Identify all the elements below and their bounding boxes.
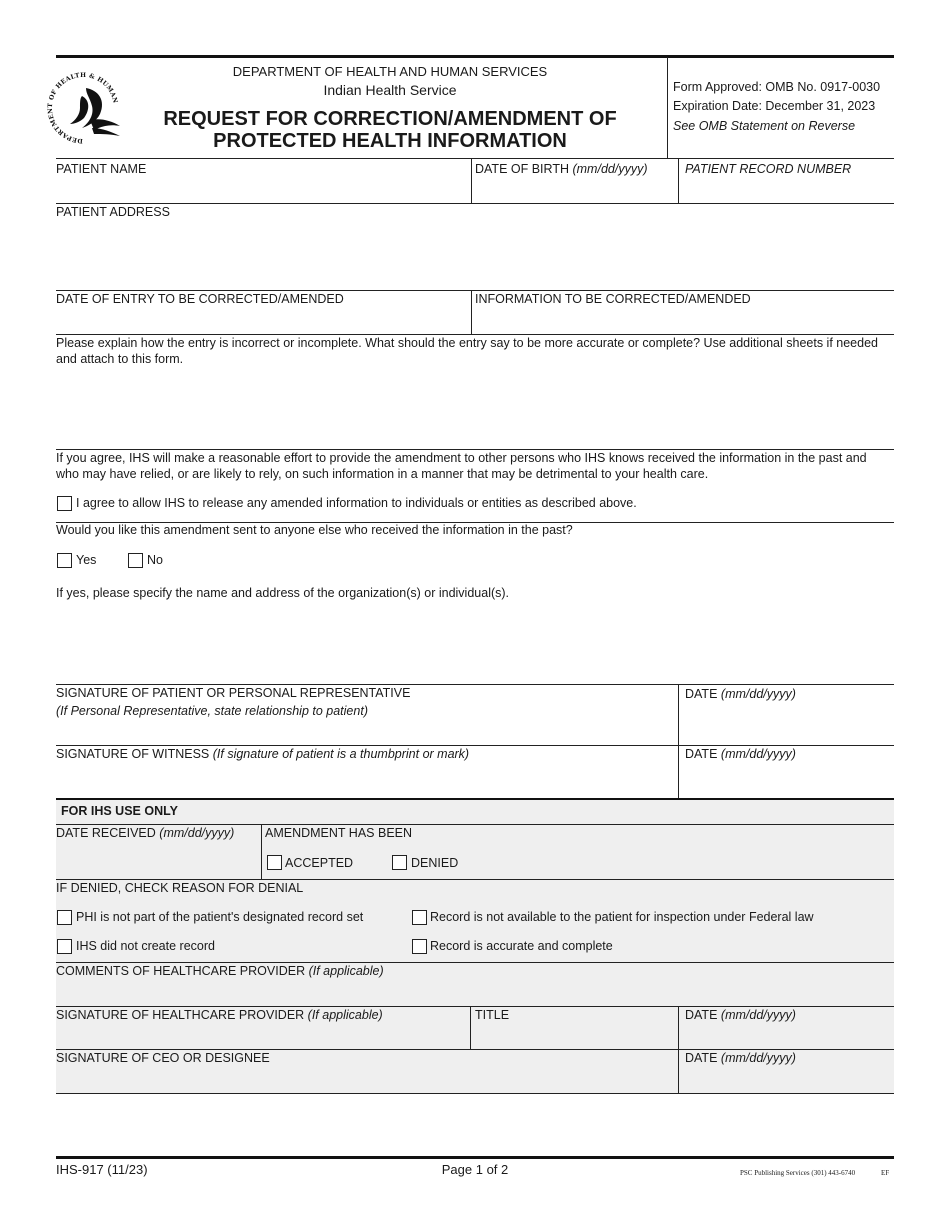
divider (471, 158, 472, 203)
witness-signature-field[interactable] (56, 764, 674, 796)
form-title-line2: PROTECTED HEALTH INFORMATION (213, 130, 567, 152)
date-label-text: DATE (685, 747, 718, 761)
agree-text: If you agree, IHS will make a reasonable effort to provide the amendment to other persons who IHS knows received the information in the past and who may have relied, or are likely to rely, on such information in a manner that may be detrimental to your health care. (56, 451, 867, 481)
rule (56, 684, 894, 685)
omb-statement-note: See OMB Statement on Reverse (673, 119, 856, 133)
send-no-label: No (147, 553, 163, 567)
title-label: TITLE (475, 1008, 510, 1022)
provider-signature-text: SIGNATURE OF HEALTHCARE PROVIDER (56, 1008, 305, 1022)
divider (678, 158, 679, 203)
date-format: (mm/dd/yyyy) (720, 1008, 796, 1022)
patient-signature-note: (If Personal Representative, state relationship to patient) (56, 704, 368, 718)
patient-address-label: PATIENT ADDRESS (56, 205, 170, 219)
patient-signature-date-label (685, 687, 796, 702)
ceo-date-field[interactable] (685, 1068, 890, 1090)
explanation-field[interactable] (56, 370, 890, 446)
divider (471, 290, 472, 334)
reason-phi-label: PHI is not part of the patient's designated record set (76, 910, 364, 924)
reason-accurate-label: Record is accurate and complete (430, 939, 613, 953)
if-applicable-note: (If applicable) (307, 1008, 383, 1022)
provider-signature-label (56, 1008, 383, 1023)
ef-mark: EF (881, 1169, 890, 1177)
patient-record-number-field[interactable] (685, 178, 890, 201)
ihs-use-title: FOR IHS USE ONLY (61, 804, 178, 818)
form-id: IHS-917 (11/23) (56, 1162, 148, 1177)
info-to-correct-field[interactable] (475, 308, 890, 332)
omb-number: Form Approved: OMB No. 0917-0030 (673, 80, 881, 94)
comments-field[interactable] (56, 981, 890, 1003)
ihs-section-rule (56, 798, 894, 800)
date-of-birth-field[interactable] (475, 178, 675, 201)
witness-signature-label (56, 747, 469, 762)
patient-name-label: PATIENT NAME (56, 162, 147, 176)
rule (56, 1093, 894, 1094)
date-format: (mm/dd/yyyy) (159, 826, 235, 840)
page-number: Page 1 of 2 (441, 1162, 509, 1177)
witness-date-field[interactable] (685, 764, 890, 796)
rule (56, 158, 894, 159)
patient-record-number-label: PATIENT RECORD NUMBER (685, 162, 852, 176)
accepted-checkbox[interactable] (267, 855, 282, 870)
rule (56, 745, 894, 746)
entry-date-field[interactable] (56, 308, 468, 332)
patient-signature-label: SIGNATURE OF PATIENT OR PERSONAL REPRESENTATIVE (56, 686, 411, 700)
seal-text: DEPARTMENT OF HEALTH & HUMAN (46, 71, 119, 144)
comments-label-text: COMMENTS OF HEALTHCARE PROVIDER (56, 964, 306, 978)
form-title-line1: REQUEST FOR CORRECTION/AMENDMENT OF (163, 108, 617, 130)
rule (56, 1049, 894, 1050)
send-yes-checkbox[interactable] (57, 553, 72, 568)
date-format: (mm/dd/yyyy) (720, 1051, 796, 1065)
rule (56, 824, 894, 825)
recipients-field[interactable] (56, 604, 890, 680)
amendment-status-label: AMENDMENT HAS BEEN (265, 826, 413, 840)
provider-date-label (685, 1008, 796, 1023)
rule (56, 879, 894, 880)
top-rule (56, 55, 894, 58)
title-field[interactable] (475, 1024, 675, 1046)
agency-name: Indian Health Service (323, 82, 457, 98)
date-of-birth-label (475, 162, 647, 177)
rule (56, 962, 894, 963)
rule (56, 203, 894, 204)
divider (470, 1006, 471, 1049)
patient-address-field[interactable] (56, 221, 890, 287)
send-no-checkbox[interactable] (128, 553, 143, 568)
entry-date-label: DATE OF ENTRY TO BE CORRECTED/AMENDED (56, 292, 344, 306)
department-name: DEPARTMENT OF HEALTH AND HUMAN SERVICES (232, 64, 548, 79)
rule (56, 290, 894, 291)
reason-not-available-checkbox[interactable] (412, 910, 427, 925)
ceo-signature-label: SIGNATURE OF CEO OR DESIGNEE (56, 1051, 270, 1065)
denial-reason-label: IF DENIED, CHECK REASON FOR DENIAL (56, 881, 304, 895)
rule (56, 449, 894, 450)
denied-checkbox[interactable] (392, 855, 407, 870)
witness-note: (If signature of patient is a thumbprint or mark) (212, 747, 470, 761)
reason-not-created-label: IHS did not create record (76, 939, 215, 953)
date-label-text: DATE (685, 687, 718, 701)
date-received-label (56, 826, 234, 841)
agree-release-label: I agree to allow IHS to release any amended information to individuals or entities as described above. (76, 496, 637, 510)
send-question: Would you like this amendment sent to anyone else who received the information in the past? (56, 523, 573, 537)
patient-name-field[interactable] (56, 178, 468, 201)
reason-phi-checkbox[interactable] (57, 910, 72, 925)
reason-not-created-checkbox[interactable] (57, 939, 72, 954)
send-yes-label: Yes (76, 553, 97, 567)
publisher-credit: PSC Publishing Services (301) 443-6740 (740, 1169, 856, 1177)
denied-label: DENIED (411, 856, 459, 870)
rule (56, 1006, 894, 1007)
date-label-text: DATE (685, 1051, 718, 1065)
header-divider (667, 57, 668, 159)
date-received-text: DATE RECEIVED (56, 826, 156, 840)
patient-signature-date-field[interactable] (685, 704, 890, 742)
reason-accurate-checkbox[interactable] (412, 939, 427, 954)
accepted-label: ACCEPTED (285, 856, 354, 870)
divider (678, 684, 679, 799)
date-received-field[interactable] (56, 843, 258, 877)
specify-recipients-label: If yes, please specify the name and address of the organization(s) or individual(s). (56, 586, 510, 600)
ceo-signature-field[interactable] (56, 1068, 674, 1090)
patient-signature-field[interactable] (56, 720, 674, 742)
comments-label (56, 964, 384, 979)
rule (56, 334, 894, 335)
date-format: (mm/dd/yyyy) (720, 747, 796, 761)
provider-date-field[interactable] (685, 1024, 890, 1046)
date-format: (mm/dd/yyyy) (720, 687, 796, 701)
explain-instructions: Please explain how the entry is incorrect or incomplete. What should the entry say to be more accurate or complete? Use additional sheets if needed and attach to this form. (56, 336, 878, 366)
witness-label-text: SIGNATURE OF WITNESS (56, 747, 210, 761)
info-to-correct-label: INFORMATION TO BE CORRECTED/AMENDED (475, 292, 751, 306)
agree-release-checkbox[interactable] (57, 496, 72, 511)
date-label-text: DATE (685, 1008, 718, 1022)
dob-label-text: DATE OF BIRTH (475, 162, 569, 176)
hhs-seal-logo (46, 70, 128, 144)
footer-rule (56, 1156, 894, 1159)
provider-signature-field[interactable] (56, 1024, 466, 1046)
dob-format: (mm/dd/yyyy) (572, 162, 648, 176)
expiration-date: Expiration Date: December 31, 2023 (673, 99, 876, 113)
if-applicable-note: (If applicable) (308, 964, 384, 978)
reason-not-available-label: Record is not available to the patient for inspection under Federal law (430, 910, 814, 924)
divider (261, 824, 262, 879)
ceo-date-label (685, 1051, 796, 1066)
witness-date-label (685, 747, 796, 762)
